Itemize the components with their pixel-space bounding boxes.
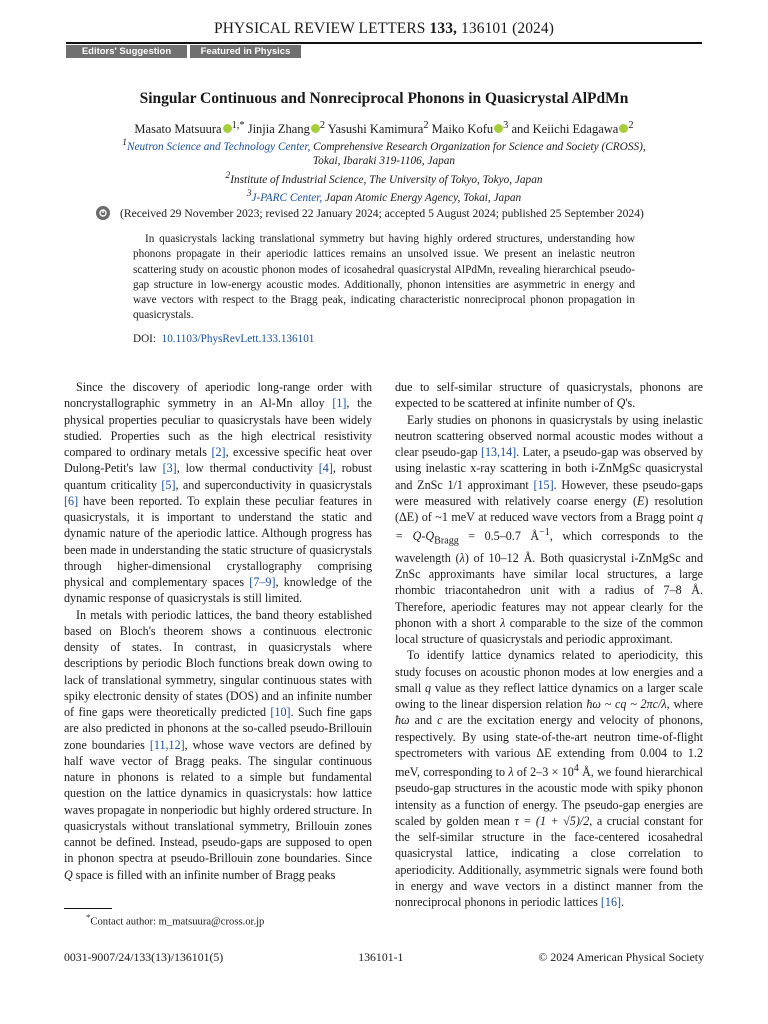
affiliation-1: $^1$Neutron Science and Technology Center, Comprehensive Research Organization for Science and Society (CROSS), xyxy=(122,138,646,153)
abstract: In quasicrystals lacking translational symmetry but having highly ordered structures, understanding how phonons propagate in their aperiodic lattices remains an unsolved issue. We present an inelastic neutron scattering study on acoustic phonon modes of icosahedral quasicrystal AlPdMn, revealing hierarchical pseudo-gap structure in low-energy acoustic modes. Additionally, phonon intensities are asymmetric in energy and wave vectors with respect to the Bragg peak, indicating characteristic nonreciprocal phonon propagation in quasicrystals. xyxy=(133,233,635,322)
paragraph: In metals with periodic lattices, the band theory established based on Bloch's theorem shows a continuous electronic density of states. In contrast, in quasicrystals where descriptions by periodic Bloch functions break down owing to lack of translational symmetry, singular continuous states with spiky electronic density of states (DOS) and an infinite number of fine gaps were theoretically predicted [10]. Such fine gaps are also predicted in phonons at the so-called pseudo-Brillouin zone boundaries [11,12], whose wave vectors are defined by half wave vector of Bragg peaks. The singular continuous nature in phonons is related to a simple but fundamental question on the lattice dynamics in quasicrystals: how lattice waves propagate in nonperiodic but highly ordered structure. In quasicrystals without translational symmetry, Brillouin zones cannot be defined. Instead, pseudo-gaps are supposed to open in phonon spectra at pseudo-Brillouin zone boundaries. Since Q space is filled with an infinite number of Bragg peaks xyxy=(64,607,372,882)
paragraph: Since the discovery of aperiodic long-range order with noncrystallographic symmetry in an Al-Mn alloy [1], the physical properties peculiar to quasicrystals have been widely studied. Properties such as the high electrical resistivity compared to ordinary metals [2], excessive specific heat over Dulong-Petit's law [3], low thermal conductivity [4], robust quantum criticality [5], and superconductivity in quasicrystals [6] have been reported. To explain these peculiar features in quasicrystals, it is important to understand the static and dynamic nature of the aperiodic lattice. Although progress has been made in understanding the static structure of quasicrystals through higher-dimensional crystallography comprising physical and complementary spaces [7–9], knowledge of the dynamic response of quasicrystals is still limited. xyxy=(64,380,372,606)
paragraph: Early studies on phonons in quasicrystals by using inelastic neutron scattering observed normal acoustic modes without a clear pseudo-gap [13,14]. Later, a pseudo-gap was observed by using inelastic x-ray scattering in both i-ZnMgSc quasicrystal and ZnSc 1/1 approximant [15]. However, these pseudo-gaps were measured with relatively coarse energy (E) resolution (ΔE) of ~1 meV at reduced wave vectors from a Bragg point $q = Q-Q_{Bragg} = 0.5-0.7$ $Å^{-1}$, which corresponds to the wavelength (λ) of 10–12 Å. Both quasicrystal i-ZnMgSc and ZnSc approximants have similar local structures, a large rhombic triacontahedron unit with a radius of 7–8 Å. Therefore, aperiodic features may not appear clearly for the phonon with a short λ comparable to the size of the common local structure of quasicrystals and periodic approximant. xyxy=(395,412,704,647)
editors-suggestion-badge[interactable]: Editors' Suggestion xyxy=(66,45,187,58)
footnote-rule xyxy=(64,908,112,909)
author-name[interactable]: Keiichi Edagawa xyxy=(532,122,619,137)
affiliations xyxy=(0,136,768,205)
affiliation-2: $^2$Institute of Industrial Science, The University of Tokyo, Tokyo, Japan xyxy=(225,170,543,186)
citation-link[interactable]: [7–9] xyxy=(249,575,276,589)
paragraph: To identify lattice dynamics related to aperiodicity, this study focuses on acoustic phonon modes at low energies and a small q value as they reflect lattice dynamics on a larger scale owing to the linear dispersion relation ħω ~ cq ~ 2πc/λ, where ħω and c are the excitation energy and velocity of phonons, respectively. By using state-of-the-art neutron time-of-flight spectrometers with various ΔE extending from 0.004 to 1.2 meV, corresponding to λ of $2-3 \times 10^4$ Å, we found hierarchical pseudo-gap structures in the acoustic mode with spiky phonon intensity as a function of energy. The pseudo-gap energies are scaled by golden mean τ = (1 + √5)/2, a crucial constant for the self-similar structure in the face-centered icosahedral quasicrystal lattice, indicating a close correlation to aperiodicity. Additionally, asymmetric signals were found both in energy and wave vectors in a distinct manner from the nonreciprocal phonons in periodic lattices [16]. xyxy=(395,648,704,910)
orcid-icon[interactable] xyxy=(311,124,320,133)
affiliation-link[interactable]: Neutron Science and Technology Center, xyxy=(126,140,311,153)
author-name[interactable]: Yasushi Kamimura xyxy=(327,122,424,137)
badge-row xyxy=(66,45,301,58)
citation-link[interactable]: [2] xyxy=(211,445,226,459)
received-dates: (Received 29 November 2023; revised 22 January 2024; accepted 5 August 2024; published 25 September 2024) xyxy=(120,206,644,220)
affiliation-1-address: Tokai, Ibaraki 319-1106, Japan xyxy=(312,155,456,168)
check-for-updates-icon[interactable] xyxy=(96,206,110,220)
paragraph: due to self-similar structure of quasicrystals, phonons are expected to be scattered at infinite number of Q's. xyxy=(395,380,703,411)
author-name[interactable]: Jinjia Zhang xyxy=(247,122,310,137)
orcid-icon[interactable] xyxy=(619,124,628,133)
header-rule xyxy=(66,42,702,44)
orcid-icon[interactable] xyxy=(223,124,232,133)
featured-in-physics-badge[interactable]: Featured in Physics xyxy=(190,45,301,58)
journal-name: PHYSICAL REVIEW LETTERS xyxy=(213,20,426,37)
author-list: Masato Matsuura $^{1,*}$ Jinjia Zhang $^2$ Yasushi Kamimura$^2$ Maiko Kofu $^3$ and Keiichi Edagawa $^2$ xyxy=(134,120,634,137)
journal-header xyxy=(0,20,768,38)
author-name[interactable]: Maiko Kofu xyxy=(431,122,494,137)
citation-link[interactable]: [15] xyxy=(533,477,554,492)
body-right-column xyxy=(395,379,703,910)
orcid-icon[interactable] xyxy=(494,124,503,133)
page-number: 136101-1 xyxy=(358,950,404,964)
page-footer xyxy=(64,950,704,965)
affiliation-3: $^3$J-PARC Center, Japan Atomic Energy Agency, Tokai, Japan xyxy=(246,188,522,204)
copyright: © 2024 American Physical Society xyxy=(538,950,704,964)
citation-link[interactable]: [10] xyxy=(270,705,291,719)
received-line xyxy=(96,206,644,220)
article-code: 0031-9007/24/133(13)/136101(5) xyxy=(64,950,224,964)
article-title: Singular Continuous and Nonreciprocal Phonons in Quasicrystal AlPdMn xyxy=(139,90,629,107)
doi-line: DOI: 10.1103/PhysRevLett.133.136101 xyxy=(133,333,315,345)
citation-link[interactable]: [4] xyxy=(318,461,333,476)
citation-link[interactable]: [13,14] xyxy=(480,445,517,459)
citation-link[interactable]: [1] xyxy=(332,396,347,411)
citation-link[interactable]: [5] xyxy=(161,477,176,492)
author-name[interactable]: Masato Matsuura xyxy=(134,122,222,137)
article-info: 136101 (2024) xyxy=(461,20,555,37)
affiliation-link[interactable]: J-PARC Center, xyxy=(251,191,323,204)
contact-footnote: *Contact author: m_matsuura@cross.or.jp xyxy=(86,912,265,928)
citation-link[interactable]: [11,12] xyxy=(149,737,185,752)
doi-link[interactable]: 10.1103/PhysRevLett.133.136101 xyxy=(161,333,315,345)
citation-link[interactable]: [16] xyxy=(600,895,622,910)
journal-volume: 133, xyxy=(429,20,458,37)
citation-link[interactable]: [3] xyxy=(162,461,177,476)
citation-link[interactable]: [6] xyxy=(64,493,79,508)
body-left-column xyxy=(64,379,372,883)
